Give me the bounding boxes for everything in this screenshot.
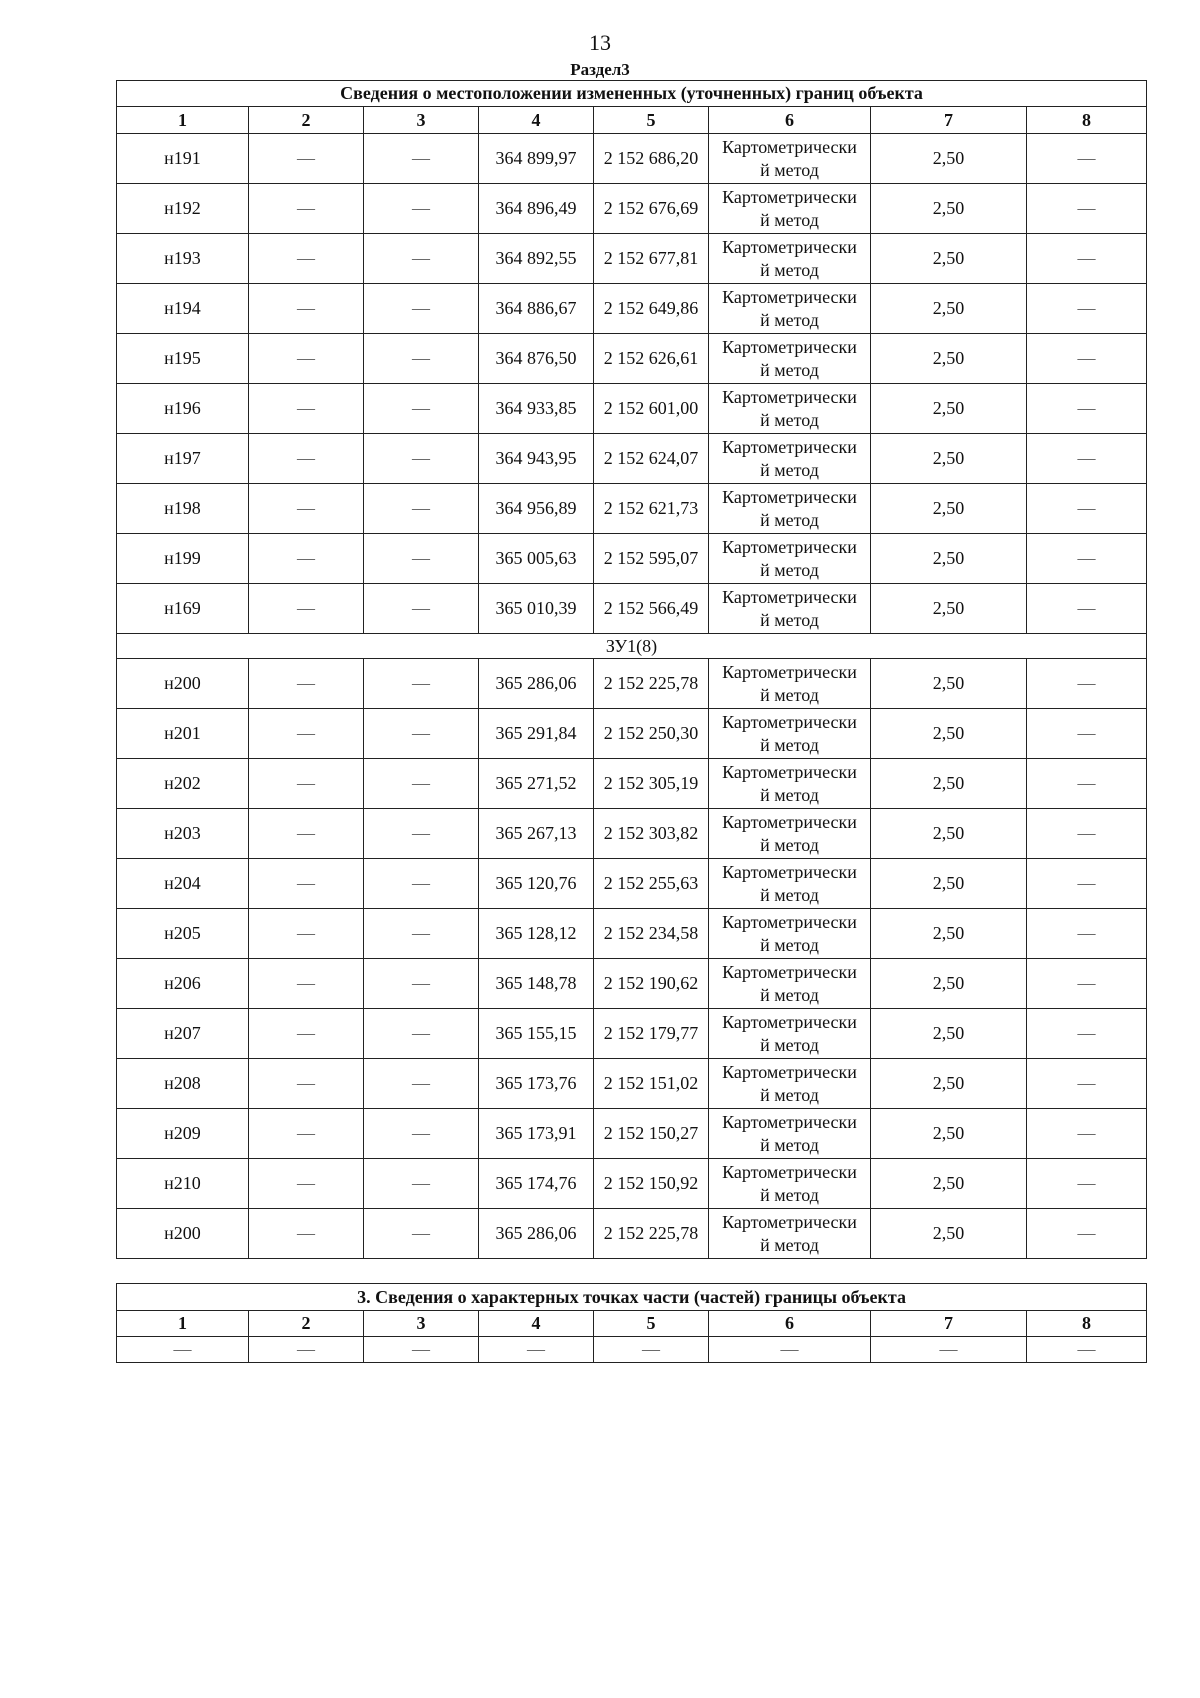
method-cell (709, 1209, 871, 1259)
accuracy-cell: 2,50 (871, 909, 1027, 959)
method-line-2: й метод (760, 509, 819, 530)
method-line-1: Картометрически (722, 911, 857, 932)
x-coordinate-cell: 365 286,06 (479, 1209, 594, 1259)
empty-cell: — (1027, 709, 1147, 759)
method-line-1: Картометрически (722, 711, 857, 732)
y-coordinate-cell: 2 152 677,81 (594, 234, 709, 284)
x-coordinate-cell: 365 148,78 (479, 959, 594, 1009)
method-line-1: Картометрически (722, 336, 857, 357)
empty-cell: — (479, 1337, 594, 1363)
y-coordinate-cell: 2 152 190,62 (594, 959, 709, 1009)
table-caption: Сведения о местоположении измененных (уточненных) границ объекта (117, 81, 1147, 107)
empty-cell: — (249, 1337, 364, 1363)
column-number: 4 (479, 1311, 594, 1337)
table-row (117, 484, 1147, 534)
method-cell (709, 909, 871, 959)
empty-cell: — (1027, 434, 1147, 484)
method-cell (709, 584, 871, 634)
empty-cell: — (1027, 859, 1147, 909)
point-number-cell: н201 (117, 709, 249, 759)
empty-cell: — (1027, 659, 1147, 709)
column-number: 8 (1027, 107, 1147, 134)
method-line-2: й метод (760, 1234, 819, 1255)
table-row (117, 959, 1147, 1009)
method-line-1: Картометрически (722, 811, 857, 832)
empty-cell: — (1027, 584, 1147, 634)
y-coordinate-cell: 2 152 626,61 (594, 334, 709, 384)
x-coordinate-cell: 365 010,39 (479, 584, 594, 634)
empty-cell: — (1027, 909, 1147, 959)
empty-cell: — (249, 759, 364, 809)
column-number: 2 (249, 107, 364, 134)
point-number-cell: н200 (117, 659, 249, 709)
table-row (117, 659, 1147, 709)
method-cell (709, 1159, 871, 1209)
empty-cell: — (249, 284, 364, 334)
empty-cell: — (249, 484, 364, 534)
method-cell (709, 659, 871, 709)
point-number-cell: н210 (117, 1159, 249, 1209)
empty-cell: — (1027, 959, 1147, 1009)
point-number-cell: н195 (117, 334, 249, 384)
accuracy-cell: 2,50 (871, 1209, 1027, 1259)
empty-cell: — (249, 384, 364, 434)
accuracy-cell: 2,50 (871, 1159, 1027, 1209)
method-line-2: й метод (760, 1084, 819, 1105)
column-number: 4 (479, 107, 594, 134)
empty-cell: — (364, 384, 479, 434)
x-coordinate-cell: 364 892,55 (479, 234, 594, 284)
empty-cell: — (364, 759, 479, 809)
point-number-cell: н205 (117, 909, 249, 959)
method-line-1: Картометрически (722, 761, 857, 782)
method-line-2: й метод (760, 309, 819, 330)
empty-cell: — (249, 809, 364, 859)
x-coordinate-cell: 364 886,67 (479, 284, 594, 334)
empty-cell: — (249, 859, 364, 909)
method-cell (709, 134, 871, 184)
x-coordinate-cell: 364 943,95 (479, 434, 594, 484)
point-number-cell: н208 (117, 1059, 249, 1109)
point-number-cell: н203 (117, 809, 249, 859)
column-number: 6 (709, 1311, 871, 1337)
y-coordinate-cell: 2 152 686,20 (594, 134, 709, 184)
empty-cell: — (871, 1337, 1027, 1363)
point-number-cell: н191 (117, 134, 249, 184)
table-row (117, 134, 1147, 184)
empty-cell: — (364, 1337, 479, 1363)
y-coordinate-cell: 2 152 566,49 (594, 584, 709, 634)
method-line-1: Картометрически (722, 1011, 857, 1032)
accuracy-cell: 2,50 (871, 184, 1027, 234)
column-number: 3 (364, 1311, 479, 1337)
method-cell (709, 959, 871, 1009)
empty-cell: — (364, 1059, 479, 1109)
method-line-1: Картометрически (722, 536, 857, 557)
table-row (117, 384, 1147, 434)
accuracy-cell: 2,50 (871, 284, 1027, 334)
column-number: 5 (594, 1311, 709, 1337)
y-coordinate-cell: 2 152 624,07 (594, 434, 709, 484)
empty-cell: — (364, 959, 479, 1009)
empty-cell: — (364, 1159, 479, 1209)
method-line-1: Картометрически (722, 136, 857, 157)
section-title: Раздел3 (570, 60, 630, 79)
column-number: 6 (709, 107, 871, 134)
point-number-cell: н206 (117, 959, 249, 1009)
method-line-1: Картометрически (722, 1161, 857, 1182)
method-line-2: й метод (760, 559, 819, 580)
x-coordinate-cell: 365 291,84 (479, 709, 594, 759)
point-number-cell: н202 (117, 759, 249, 809)
empty-cell: — (249, 134, 364, 184)
point-number-cell: н169 (117, 584, 249, 634)
method-line-1: Картометрически (722, 186, 857, 207)
empty-cell: — (249, 1159, 364, 1209)
accuracy-cell: 2,50 (871, 1059, 1027, 1109)
parts-caption-row (117, 1284, 1147, 1311)
empty-cell: — (594, 1337, 709, 1363)
table-row (117, 434, 1147, 484)
empty-cell: — (1027, 1009, 1147, 1059)
empty-cell: — (249, 334, 364, 384)
y-coordinate-cell: 2 152 595,07 (594, 534, 709, 584)
method-line-2: й метод (760, 209, 819, 230)
method-line-2: й метод (760, 609, 819, 630)
accuracy-cell: 2,50 (871, 809, 1027, 859)
point-number-cell: н192 (117, 184, 249, 234)
x-coordinate-cell: 364 899,97 (479, 134, 594, 184)
method-line-2: й метод (760, 734, 819, 755)
column-number: 1 (117, 107, 249, 134)
table-row (117, 909, 1147, 959)
point-number-cell: н194 (117, 284, 249, 334)
table-row (117, 534, 1147, 584)
page-number: 13 (589, 30, 611, 55)
x-coordinate-cell: 365 271,52 (479, 759, 594, 809)
point-number-cell: н207 (117, 1009, 249, 1059)
x-coordinate-cell: 365 128,12 (479, 909, 594, 959)
empty-cell: — (1027, 1109, 1147, 1159)
table-row (117, 759, 1147, 809)
empty-cell: — (249, 709, 364, 759)
empty-cell: — (249, 959, 364, 1009)
point-number-cell: н196 (117, 384, 249, 434)
method-line-1: Картометрически (722, 961, 857, 982)
empty-cell: — (1027, 1209, 1147, 1259)
method-line-1: Картометрически (722, 1211, 857, 1232)
empty-cell: — (1027, 334, 1147, 384)
method-line-2: й метод (760, 1184, 819, 1205)
x-coordinate-cell: 365 005,63 (479, 534, 594, 584)
empty-cell: — (1027, 184, 1147, 234)
accuracy-cell: 2,50 (871, 709, 1027, 759)
empty-cell: — (709, 1337, 871, 1363)
empty-cell: — (1027, 534, 1147, 584)
table-row (117, 234, 1147, 284)
empty-cell: — (249, 1059, 364, 1109)
accuracy-cell: 2,50 (871, 659, 1027, 709)
method-cell (709, 484, 871, 534)
empty-cell: — (249, 1109, 364, 1159)
method-line-1: Картометрически (722, 436, 857, 457)
group-label: ЗУ1(8) (117, 634, 1147, 659)
y-coordinate-cell: 2 152 255,63 (594, 859, 709, 909)
column-number: 1 (117, 1311, 249, 1337)
y-coordinate-cell: 2 152 225,78 (594, 1209, 709, 1259)
empty-cell: — (364, 1109, 479, 1159)
y-coordinate-cell: 2 152 305,19 (594, 759, 709, 809)
column-number: 8 (1027, 1311, 1147, 1337)
accuracy-cell: 2,50 (871, 759, 1027, 809)
method-line-1: Картометрически (722, 861, 857, 882)
parts-empty-row (117, 1337, 1147, 1363)
method-line-1: Картометрически (722, 586, 857, 607)
empty-cell: — (364, 1209, 479, 1259)
accuracy-cell: 2,50 (871, 959, 1027, 1009)
accuracy-cell: 2,50 (871, 134, 1027, 184)
table-row (117, 809, 1147, 859)
empty-cell: — (249, 534, 364, 584)
method-line-2: й метод (760, 884, 819, 905)
empty-cell: — (364, 809, 479, 859)
method-cell (709, 1059, 871, 1109)
column-number: 3 (364, 107, 479, 134)
method-cell (709, 1009, 871, 1059)
table-row (117, 1009, 1147, 1059)
table-row (117, 184, 1147, 234)
method-line-2: й метод (760, 1034, 819, 1055)
empty-cell: — (364, 134, 479, 184)
group-row (117, 634, 1147, 659)
point-number-cell: н200 (117, 1209, 249, 1259)
empty-cell: — (364, 584, 479, 634)
boundary-parts-table (116, 1283, 1147, 1363)
y-coordinate-cell: 2 152 150,27 (594, 1109, 709, 1159)
x-coordinate-cell: 365 173,91 (479, 1109, 594, 1159)
method-cell (709, 859, 871, 909)
empty-cell: — (1027, 484, 1147, 534)
accuracy-cell: 2,50 (871, 384, 1027, 434)
x-coordinate-cell: 364 933,85 (479, 384, 594, 434)
point-number-cell: н197 (117, 434, 249, 484)
empty-cell: — (364, 434, 479, 484)
method-line-2: й метод (760, 934, 819, 955)
y-coordinate-cell: 2 152 601,00 (594, 384, 709, 434)
method-cell (709, 334, 871, 384)
empty-cell: — (117, 1337, 249, 1363)
table-row (117, 1109, 1147, 1159)
empty-cell: — (364, 484, 479, 534)
method-cell (709, 709, 871, 759)
empty-cell: — (1027, 759, 1147, 809)
accuracy-cell: 2,50 (871, 334, 1027, 384)
table-row (117, 334, 1147, 384)
accuracy-cell: 2,50 (871, 234, 1027, 284)
table-row (117, 1159, 1147, 1209)
table-row (117, 1059, 1147, 1109)
empty-cell: — (1027, 1159, 1147, 1209)
method-line-2: й метод (760, 984, 819, 1005)
accuracy-cell: 2,50 (871, 434, 1027, 484)
column-number: 7 (871, 107, 1027, 134)
y-coordinate-cell: 2 152 234,58 (594, 909, 709, 959)
point-number-cell: н204 (117, 859, 249, 909)
method-line-2: й метод (760, 684, 819, 705)
method-line-2: й метод (760, 359, 819, 380)
table-row (117, 709, 1147, 759)
empty-cell: — (249, 909, 364, 959)
method-line-2: й метод (760, 784, 819, 805)
method-line-2: й метод (760, 409, 819, 430)
empty-cell: — (1027, 134, 1147, 184)
method-line-2: й метод (760, 1134, 819, 1155)
point-number-cell: н209 (117, 1109, 249, 1159)
empty-cell: — (1027, 1059, 1147, 1109)
point-number-cell: н193 (117, 234, 249, 284)
accuracy-cell: 2,50 (871, 484, 1027, 534)
method-cell (709, 184, 871, 234)
method-cell (709, 759, 871, 809)
x-coordinate-cell: 365 155,15 (479, 1009, 594, 1059)
method-line-1: Картометрически (722, 486, 857, 507)
y-coordinate-cell: 2 152 303,82 (594, 809, 709, 859)
x-coordinate-cell: 365 267,13 (479, 809, 594, 859)
empty-cell: — (249, 234, 364, 284)
empty-cell: — (364, 909, 479, 959)
empty-cell: — (249, 434, 364, 484)
column-number: 2 (249, 1311, 364, 1337)
accuracy-cell: 2,50 (871, 1009, 1027, 1059)
accuracy-cell: 2,50 (871, 859, 1027, 909)
table-caption-row (117, 81, 1147, 107)
point-number-cell: н198 (117, 484, 249, 534)
method-cell (709, 284, 871, 334)
method-cell (709, 809, 871, 859)
empty-cell: — (364, 534, 479, 584)
x-coordinate-cell: 365 120,76 (479, 859, 594, 909)
accuracy-cell: 2,50 (871, 534, 1027, 584)
empty-cell: — (1027, 234, 1147, 284)
method-line-2: й метод (760, 459, 819, 480)
method-line-1: Картометрически (722, 236, 857, 257)
empty-cell: — (364, 234, 479, 284)
method-line-1: Картометрически (722, 386, 857, 407)
parts-column-number-row (117, 1311, 1147, 1337)
method-cell (709, 384, 871, 434)
column-number: 7 (871, 1311, 1027, 1337)
x-coordinate-cell: 364 876,50 (479, 334, 594, 384)
y-coordinate-cell: 2 152 150,92 (594, 1159, 709, 1209)
empty-cell: — (364, 1009, 479, 1059)
table-row (117, 859, 1147, 909)
empty-cell: — (1027, 809, 1147, 859)
y-coordinate-cell: 2 152 676,69 (594, 184, 709, 234)
table-row (117, 1209, 1147, 1259)
empty-cell: — (249, 1209, 364, 1259)
table-row (117, 584, 1147, 634)
column-number-row (117, 107, 1147, 134)
method-line-2: й метод (760, 259, 819, 280)
method-cell (709, 434, 871, 484)
empty-cell: — (249, 184, 364, 234)
empty-cell: — (249, 584, 364, 634)
empty-cell: — (364, 709, 479, 759)
y-coordinate-cell: 2 152 621,73 (594, 484, 709, 534)
method-line-1: Картометрически (722, 1111, 857, 1132)
empty-cell: — (249, 659, 364, 709)
empty-cell: — (1027, 284, 1147, 334)
method-cell (709, 1109, 871, 1159)
x-coordinate-cell: 364 896,49 (479, 184, 594, 234)
y-coordinate-cell: 2 152 225,78 (594, 659, 709, 709)
empty-cell: — (364, 284, 479, 334)
table-row (117, 284, 1147, 334)
x-coordinate-cell: 365 173,76 (479, 1059, 594, 1109)
column-number: 5 (594, 107, 709, 134)
method-line-1: Картометрически (722, 1061, 857, 1082)
point-number-cell: н199 (117, 534, 249, 584)
accuracy-cell: 2,50 (871, 584, 1027, 634)
method-cell (709, 234, 871, 284)
empty-cell: — (249, 1009, 364, 1059)
y-coordinate-cell: 2 152 179,77 (594, 1009, 709, 1059)
y-coordinate-cell: 2 152 151,02 (594, 1059, 709, 1109)
method-line-1: Картометрически (722, 286, 857, 307)
y-coordinate-cell: 2 152 250,30 (594, 709, 709, 759)
y-coordinate-cell: 2 152 649,86 (594, 284, 709, 334)
method-cell (709, 534, 871, 584)
boundary-coordinates-table (116, 80, 1147, 1259)
empty-cell: — (364, 184, 479, 234)
method-line-1: Картометрически (722, 661, 857, 682)
method-line-2: й метод (760, 834, 819, 855)
empty-cell: — (1027, 384, 1147, 434)
accuracy-cell: 2,50 (871, 1109, 1027, 1159)
empty-cell: — (364, 859, 479, 909)
empty-cell: — (364, 334, 479, 384)
method-line-2: й метод (760, 159, 819, 180)
empty-cell: — (364, 659, 479, 709)
x-coordinate-cell: 364 956,89 (479, 484, 594, 534)
parts-table-caption: 3. Сведения о характерных точках части (частей) границы объекта (117, 1284, 1147, 1311)
x-coordinate-cell: 365 174,76 (479, 1159, 594, 1209)
empty-cell: — (1027, 1337, 1147, 1363)
x-coordinate-cell: 365 286,06 (479, 659, 594, 709)
